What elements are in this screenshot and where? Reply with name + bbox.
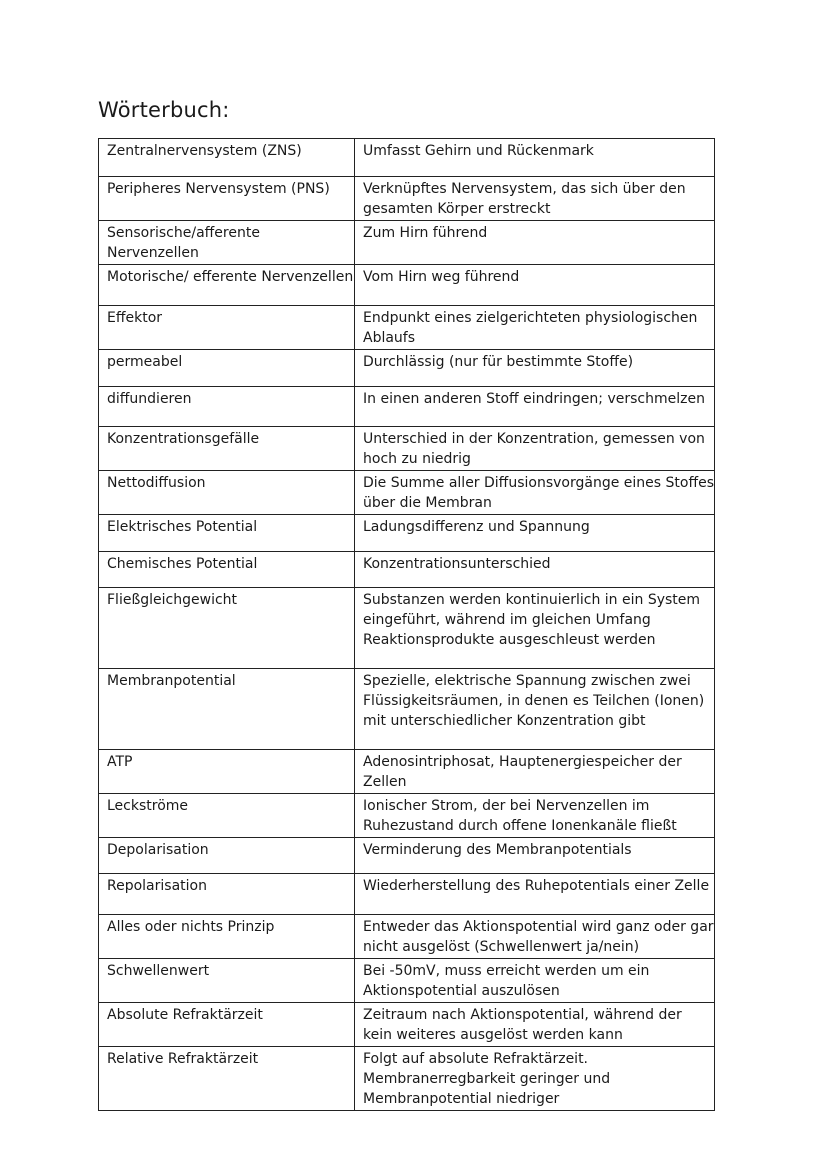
definition-cell: Wiederherstellung des Ruhepotentials einer Zelle [355, 874, 715, 915]
definition-cell: Zum Hirn führend [355, 221, 715, 265]
term-cell: Effektor [99, 306, 355, 350]
table-row [99, 588, 715, 669]
definition-cell: Unterschied in der Konzentration, gemessen von hoch zu niedrig [355, 427, 715, 471]
table-row [99, 515, 715, 552]
term-cell: Motorische/ efferente Nervenzellen [99, 265, 355, 306]
term-cell: Peripheres Nervensystem (PNS) [99, 177, 355, 221]
table-row [99, 387, 715, 427]
definition-cell: Entweder das Aktionspotential wird ganz oder gar nicht ausgelöst (Schwellenwert ja/nein) [355, 915, 715, 959]
term-cell: Schwellenwert [99, 959, 355, 1003]
term-cell: Fließgleichgewicht [99, 588, 355, 669]
term-cell: Elektrisches Potential [99, 515, 355, 552]
term-cell: Leckströme [99, 794, 355, 838]
definition-cell: Spezielle, elektrische Spannung zwischen zwei Flüssigkeitsräumen, in denen es Teilchen (Ionen) mit unterschiedlicher Konzentration gibt [355, 669, 715, 750]
term-cell: Repolarisation [99, 874, 355, 915]
table-row [99, 1047, 715, 1111]
definition-cell: In einen anderen Stoff eindringen; verschmelzen [355, 387, 715, 427]
definition-cell: Endpunkt eines zielgerichteten physiologischen Ablaufs [355, 306, 715, 350]
definition-cell: Zeitraum nach Aktionspotential, während der kein weiteres ausgelöst werden kann [355, 1003, 715, 1047]
term-cell: Zentralnervensystem (ZNS) [99, 139, 355, 177]
table-row [99, 669, 715, 750]
term-cell: Sensorische/afferente Nervenzellen [99, 221, 355, 265]
table-row [99, 350, 715, 387]
term-cell: permeabel [99, 350, 355, 387]
table-row [99, 139, 715, 177]
definition-cell: Bei -50mV, muss erreicht werden um ein Aktionspotential auszulösen [355, 959, 715, 1003]
table-row [99, 427, 715, 471]
definition-cell: Ionischer Strom, der bei Nervenzellen im Ruhezustand durch offene Ionenkanäle fließt [355, 794, 715, 838]
definition-cell: Verminderung des Membranpotentials [355, 838, 715, 874]
term-cell: diffundieren [99, 387, 355, 427]
table-row [99, 306, 715, 350]
table-row [99, 221, 715, 265]
definition-cell: Vom Hirn weg führend [355, 265, 715, 306]
definition-cell: Verknüpftes Nervensystem, das sich über den gesamten Körper erstreckt [355, 177, 715, 221]
table-row [99, 915, 715, 959]
definition-cell: Ladungsdifferenz und Spannung [355, 515, 715, 552]
table-row [99, 794, 715, 838]
definition-cell: Folgt auf absolute Refraktärzeit. Membranerregbarkeit geringer und Membranpotential niedriger [355, 1047, 715, 1111]
definition-cell: Adenosintriphosat, Hauptenergiespeicher der Zellen [355, 750, 715, 794]
table-row [99, 1003, 715, 1047]
glossary-body [99, 139, 715, 1111]
term-cell: Chemisches Potential [99, 552, 355, 588]
table-row [99, 471, 715, 515]
definition-cell: Umfasst Gehirn und Rückenmark [355, 139, 715, 177]
term-cell: ATP [99, 750, 355, 794]
table-row [99, 959, 715, 1003]
table-row [99, 874, 715, 915]
table-row [99, 750, 715, 794]
glossary-table [98, 138, 715, 1111]
term-cell: Relative Refraktärzeit [99, 1047, 355, 1111]
definition-cell: Konzentrationsunterschied [355, 552, 715, 588]
term-cell: Alles oder nichts Prinzip [99, 915, 355, 959]
table-row [99, 177, 715, 221]
term-cell: Membranpotential [99, 669, 355, 750]
definition-cell: Die Summe aller Diffusionsvorgänge eines Stoffes über die Membran [355, 471, 715, 515]
term-cell: Konzentrationsgefälle [99, 427, 355, 471]
definition-cell: Durchlässig (nur für bestimmte Stoffe) [355, 350, 715, 387]
term-cell: Nettodiffusion [99, 471, 355, 515]
table-row [99, 838, 715, 874]
term-cell: Absolute Refraktärzeit [99, 1003, 355, 1047]
table-row [99, 552, 715, 588]
table-row [99, 265, 715, 306]
definition-cell: Substanzen werden kontinuierlich in ein System eingeführt, während im gleichen Umfang Reaktionsprodukte ausgeschleust werden [355, 588, 715, 669]
page-title: Wörterbuch: [98, 98, 230, 122]
term-cell: Depolarisation [99, 838, 355, 874]
